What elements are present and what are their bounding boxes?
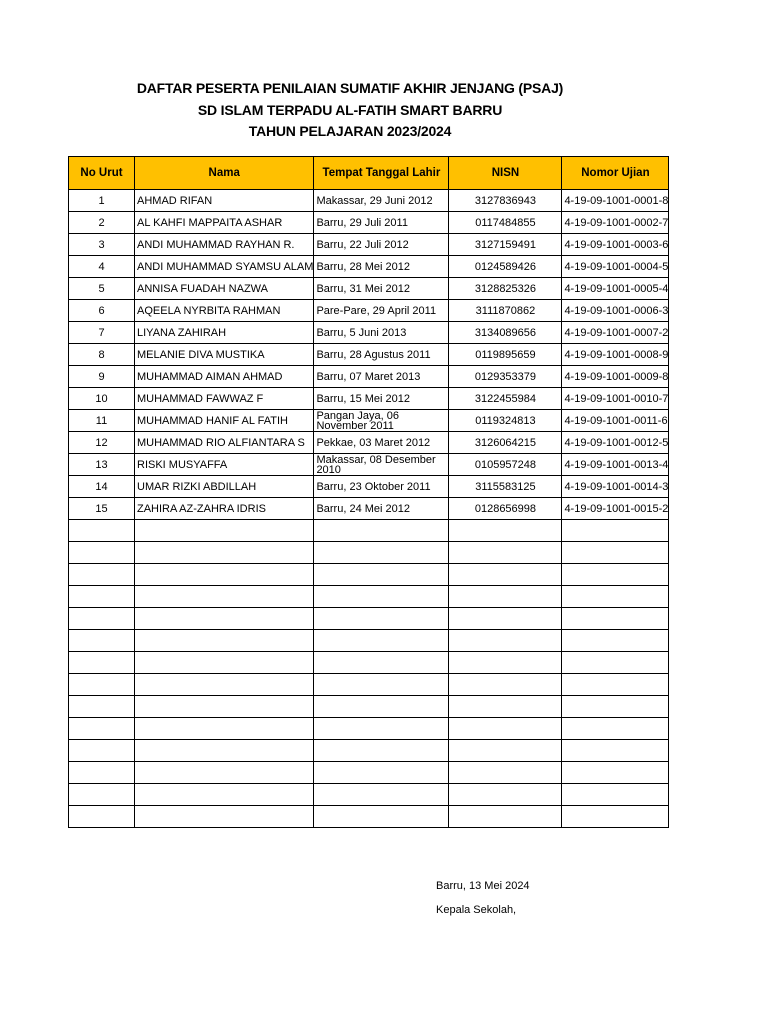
empty-cell bbox=[135, 718, 314, 740]
empty-row bbox=[69, 652, 669, 674]
cell-nisn: 3128825326 bbox=[449, 278, 562, 300]
cell-nisn: 3111870862 bbox=[449, 300, 562, 322]
cell-ttl: Makassar, 29 Juni 2012 bbox=[314, 190, 449, 212]
empty-cell bbox=[135, 564, 314, 586]
cell-nisn: 0129353379 bbox=[449, 366, 562, 388]
table-row bbox=[69, 498, 669, 520]
cell-nama: MUHAMMAD RIO ALFIANTARA S bbox=[135, 432, 314, 454]
empty-cell bbox=[562, 586, 669, 608]
empty-cell bbox=[69, 630, 135, 652]
empty-cell bbox=[449, 806, 562, 828]
empty-row bbox=[69, 542, 669, 564]
cell-nisn: 0128656998 bbox=[449, 498, 562, 520]
empty-cell bbox=[449, 740, 562, 762]
empty-cell bbox=[314, 784, 449, 806]
cell-no: 9 bbox=[69, 366, 135, 388]
cell-nisn: 0119895659 bbox=[449, 344, 562, 366]
empty-cell bbox=[314, 630, 449, 652]
cell-ttl: Makassar, 08 Desember 2010 bbox=[314, 454, 449, 476]
cell-nomor-ujian: 4-19-09-1001-0004-5 bbox=[562, 256, 669, 278]
empty-cell bbox=[69, 542, 135, 564]
empty-cell bbox=[135, 740, 314, 762]
cell-nomor-ujian: 4-19-09-1001-0010-7 bbox=[562, 388, 669, 410]
empty-cell bbox=[562, 740, 669, 762]
cell-ttl: Barru, 28 Agustus 2011 bbox=[314, 344, 449, 366]
cell-nomor-ujian: 4-19-09-1001-0003-6 bbox=[562, 234, 669, 256]
col-header-ttl: Tempat Tanggal Lahir bbox=[314, 157, 449, 190]
empty-cell bbox=[69, 608, 135, 630]
empty-cell bbox=[135, 542, 314, 564]
empty-cell bbox=[449, 652, 562, 674]
empty-cell bbox=[314, 542, 449, 564]
cell-nomor-ujian: 4-19-09-1001-0015-2 bbox=[562, 498, 669, 520]
table-header-row bbox=[69, 157, 669, 190]
cell-ttl: Barru, 29 Juli 2011 bbox=[314, 212, 449, 234]
empty-cell bbox=[562, 674, 669, 696]
table-row bbox=[69, 366, 669, 388]
cell-no: 10 bbox=[69, 388, 135, 410]
empty-cell bbox=[314, 696, 449, 718]
empty-cell bbox=[449, 586, 562, 608]
cell-nomor-ujian: 4-19-09-1001-0009-8 bbox=[562, 366, 669, 388]
empty-cell bbox=[314, 718, 449, 740]
table-row bbox=[69, 212, 669, 234]
empty-cell bbox=[69, 784, 135, 806]
empty-row bbox=[69, 564, 669, 586]
cell-nisn: 3115583125 bbox=[449, 476, 562, 498]
empty-cell bbox=[562, 520, 669, 542]
empty-cell bbox=[135, 762, 314, 784]
cell-nama: ANNISA FUADAH NAZWA bbox=[135, 278, 314, 300]
cell-no: 4 bbox=[69, 256, 135, 278]
empty-cell bbox=[69, 696, 135, 718]
table-row bbox=[69, 190, 669, 212]
empty-cell bbox=[69, 520, 135, 542]
empty-cell bbox=[314, 674, 449, 696]
empty-row bbox=[69, 520, 669, 542]
participant-table bbox=[68, 156, 669, 828]
cell-nomor-ujian: 4-19-09-1001-0002-7 bbox=[562, 212, 669, 234]
cell-no: 6 bbox=[69, 300, 135, 322]
table-row bbox=[69, 476, 669, 498]
col-header-nomor-ujian: Nomor Ujian bbox=[562, 157, 669, 190]
empty-row bbox=[69, 696, 669, 718]
empty-row bbox=[69, 718, 669, 740]
cell-nisn: 3127159491 bbox=[449, 234, 562, 256]
empty-row bbox=[69, 630, 669, 652]
empty-cell bbox=[135, 586, 314, 608]
cell-ttl: Barru, 22 Juli 2012 bbox=[314, 234, 449, 256]
empty-cell bbox=[449, 520, 562, 542]
empty-cell bbox=[314, 806, 449, 828]
empty-row bbox=[69, 784, 669, 806]
empty-cell bbox=[69, 740, 135, 762]
cell-nisn: 3122455984 bbox=[449, 388, 562, 410]
col-header-no: No Urut bbox=[69, 157, 135, 190]
academic-year: TAHUN PELAJARAN 2023/2024 bbox=[248, 123, 452, 139]
cell-no: 2 bbox=[69, 212, 135, 234]
cell-nomor-ujian: 4-19-09-1001-0001-8 bbox=[562, 190, 669, 212]
table-row bbox=[69, 278, 669, 300]
cell-ttl: Barru, 31 Mei 2012 bbox=[314, 278, 449, 300]
cell-nama: ANDI MUHAMMAD SYAMSU ALAM bbox=[135, 256, 314, 278]
cell-nomor-ujian: 4-19-09-1001-0008-9 bbox=[562, 344, 669, 366]
cell-nama: ZAHIRA AZ-ZAHRA IDRIS bbox=[135, 498, 314, 520]
cell-nama: AL KAHFI MAPPAITA ASHAR bbox=[135, 212, 314, 234]
empty-cell bbox=[449, 542, 562, 564]
cell-nisn: 0117484855 bbox=[449, 212, 562, 234]
cell-nama: AQEELA NYRBITA RAHMAN bbox=[135, 300, 314, 322]
cell-ttl: Barru, 28 Mei 2012 bbox=[314, 256, 449, 278]
empty-cell bbox=[449, 674, 562, 696]
empty-row bbox=[69, 762, 669, 784]
empty-cell bbox=[449, 762, 562, 784]
empty-row bbox=[69, 674, 669, 696]
cell-ttl: Barru, 23 Oktober 2011 bbox=[314, 476, 449, 498]
cell-no: 13 bbox=[69, 454, 135, 476]
cell-no: 14 bbox=[69, 476, 135, 498]
empty-cell bbox=[449, 718, 562, 740]
empty-cell bbox=[562, 784, 669, 806]
empty-cell bbox=[69, 564, 135, 586]
cell-nama: ANDI MUHAMMAD RAYHAN R. bbox=[135, 234, 314, 256]
table-row bbox=[69, 256, 669, 278]
cell-nisn: 3126064215 bbox=[449, 432, 562, 454]
empty-cell bbox=[562, 542, 669, 564]
empty-cell bbox=[449, 564, 562, 586]
cell-nama: MELANIE DIVA MUSTIKA bbox=[135, 344, 314, 366]
table-row bbox=[69, 234, 669, 256]
col-header-nisn: NISN bbox=[449, 157, 562, 190]
signatory-title: Kepala Sekolah, bbox=[436, 904, 517, 916]
cell-nomor-ujian: 4-19-09-1001-0005-4 bbox=[562, 278, 669, 300]
empty-row bbox=[69, 608, 669, 630]
empty-cell bbox=[562, 652, 669, 674]
cell-ttl: Barru, 07 Maret 2013 bbox=[314, 366, 449, 388]
cell-no: 1 bbox=[69, 190, 135, 212]
cell-nisn: 0119324813 bbox=[449, 410, 562, 432]
cell-no: 7 bbox=[69, 322, 135, 344]
cell-nisn: 0105957248 bbox=[449, 454, 562, 476]
cell-nama: RISKI MUSYAFFA bbox=[135, 454, 314, 476]
empty-cell bbox=[314, 740, 449, 762]
cell-no: 12 bbox=[69, 432, 135, 454]
empty-cell bbox=[69, 674, 135, 696]
empty-cell bbox=[135, 696, 314, 718]
cell-ttl: Pekkae, 03 Maret 2012 bbox=[314, 432, 449, 454]
empty-row bbox=[69, 806, 669, 828]
document-title: DAFTAR PESERTA PENILAIAN SUMATIF AKHIR JENJANG (PSAJ) bbox=[136, 80, 564, 96]
empty-cell bbox=[562, 762, 669, 784]
cell-ttl: Barru, 5 Juni 2013 bbox=[314, 322, 449, 344]
cell-nomor-ujian: 4-19-09-1001-0006-3 bbox=[562, 300, 669, 322]
cell-no: 15 bbox=[69, 498, 135, 520]
empty-cell bbox=[562, 564, 669, 586]
empty-cell bbox=[314, 586, 449, 608]
empty-cell bbox=[69, 718, 135, 740]
col-header-nama: Nama bbox=[135, 157, 314, 190]
empty-row bbox=[69, 740, 669, 762]
empty-cell bbox=[135, 520, 314, 542]
cell-no: 11 bbox=[69, 410, 135, 432]
cell-nama: AHMAD RIFAN bbox=[135, 190, 314, 212]
empty-cell bbox=[562, 630, 669, 652]
empty-cell bbox=[562, 696, 669, 718]
cell-nomor-ujian: 4-19-09-1001-0012-5 bbox=[562, 432, 669, 454]
empty-cell bbox=[449, 608, 562, 630]
empty-cell bbox=[314, 608, 449, 630]
empty-cell bbox=[562, 608, 669, 630]
cell-nama: UMAR RIZKI ABDILLAH bbox=[135, 476, 314, 498]
empty-cell bbox=[135, 806, 314, 828]
cell-nomor-ujian: 4-19-09-1001-0014-3 bbox=[562, 476, 669, 498]
empty-cell bbox=[69, 586, 135, 608]
cell-no: 5 bbox=[69, 278, 135, 300]
cell-nisn: 3127836943 bbox=[449, 190, 562, 212]
empty-cell bbox=[135, 608, 314, 630]
cell-nisn: 3134089656 bbox=[449, 322, 562, 344]
school-name: SD ISLAM TERPADU AL-FATIH SMART BARRU bbox=[197, 102, 503, 118]
empty-cell bbox=[135, 652, 314, 674]
empty-cell bbox=[562, 806, 669, 828]
cell-nomor-ujian: 4-19-09-1001-0007-2 bbox=[562, 322, 669, 344]
cell-nomor-ujian: 4-19-09-1001-0011-6 bbox=[562, 410, 669, 432]
cell-nama: MUHAMMAD AIMAN AHMAD bbox=[135, 366, 314, 388]
empty-cell bbox=[69, 652, 135, 674]
empty-cell bbox=[69, 806, 135, 828]
empty-cell bbox=[314, 520, 449, 542]
place-date: Barru, 13 Mei 2024 bbox=[436, 880, 530, 892]
empty-row bbox=[69, 586, 669, 608]
cell-nisn: 0124589426 bbox=[449, 256, 562, 278]
empty-cell bbox=[314, 762, 449, 784]
cell-ttl: Pangan Jaya, 06 November 2011 bbox=[314, 410, 449, 432]
cell-nama: MUHAMMAD FAWWAZ F bbox=[135, 388, 314, 410]
cell-nomor-ujian: 4-19-09-1001-0013-4 bbox=[562, 454, 669, 476]
cell-no: 8 bbox=[69, 344, 135, 366]
cell-ttl: Barru, 24 Mei 2012 bbox=[314, 498, 449, 520]
table-row bbox=[69, 388, 669, 410]
empty-cell bbox=[314, 564, 449, 586]
empty-cell bbox=[449, 630, 562, 652]
cell-nama: LIYANA ZAHIRAH bbox=[135, 322, 314, 344]
cell-ttl: Barru, 15 Mei 2012 bbox=[314, 388, 449, 410]
table-row bbox=[69, 322, 669, 344]
empty-cell bbox=[135, 630, 314, 652]
empty-cell bbox=[449, 696, 562, 718]
table-body bbox=[69, 190, 669, 828]
table-row bbox=[69, 410, 669, 432]
empty-cell bbox=[69, 762, 135, 784]
table-row bbox=[69, 344, 669, 366]
table-row bbox=[69, 454, 669, 476]
cell-nama: MUHAMMAD HANIF AL FATIH bbox=[135, 410, 314, 432]
table-row bbox=[69, 300, 669, 322]
empty-cell bbox=[135, 784, 314, 806]
cell-ttl: Pare-Pare, 29 April 2011 bbox=[314, 300, 449, 322]
empty-cell bbox=[449, 784, 562, 806]
empty-cell bbox=[314, 652, 449, 674]
table-row bbox=[69, 432, 669, 454]
empty-cell bbox=[562, 718, 669, 740]
empty-cell bbox=[135, 674, 314, 696]
cell-no: 3 bbox=[69, 234, 135, 256]
